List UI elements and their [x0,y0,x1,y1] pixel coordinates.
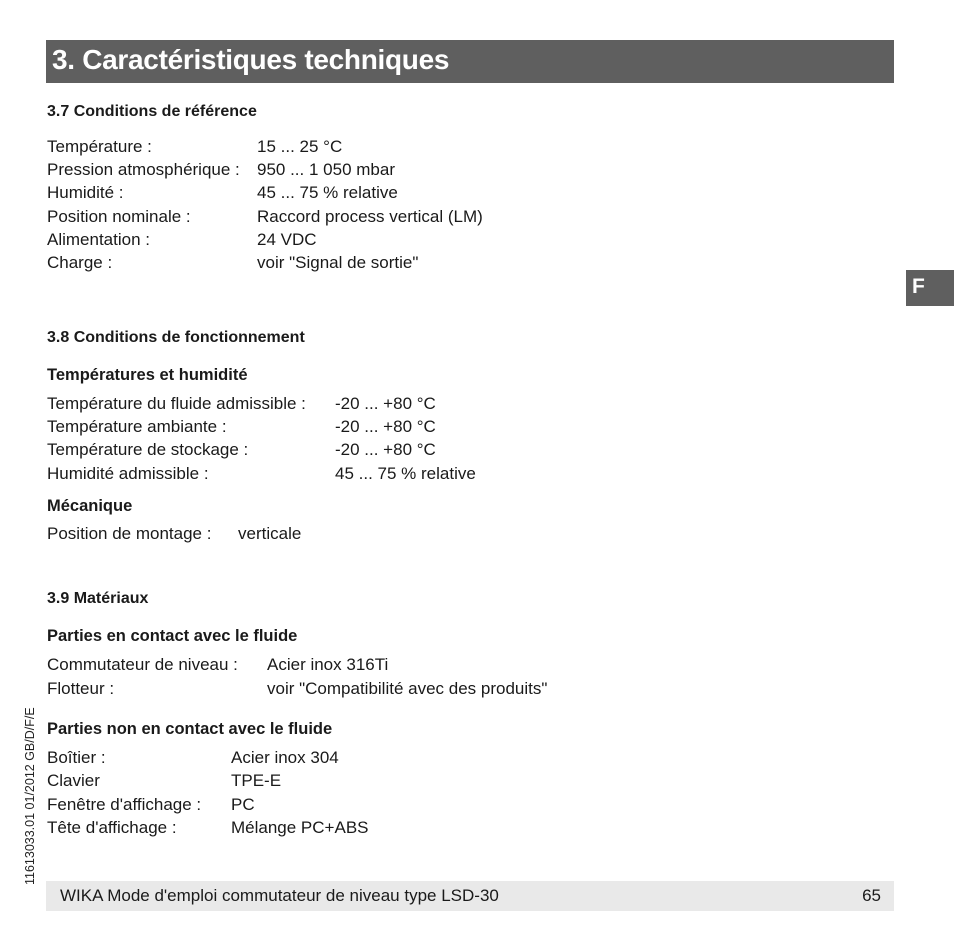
row-label: Humidité admissible : [47,464,209,483]
row-label: Clavier [47,771,100,790]
document-code: 11613033.01 01/2012 GB/D/F/E [23,707,37,885]
row-value: PC [231,795,255,814]
section-heading-3-9: 3.9 Matériaux [47,590,149,607]
page-title: 3. Caractéristiques techniques [52,44,450,75]
row-label: Position nominale : [47,207,191,226]
row-label: Pression atmosphérique : [47,160,240,179]
row-value: 24 VDC [257,230,317,249]
footer-text: WIKA Mode d'emploi commutateur de niveau type LSD-30 [60,886,499,905]
page-number: 65 [862,886,881,905]
row-value: Mélange PC+ABS [231,818,369,837]
row-value: voir "Compatibilité avec des produits" [267,679,548,698]
subheading-wetted-parts: Parties en contact avec le fluide [47,627,298,645]
section-heading-3-7: 3.7 Conditions de référence [47,103,257,120]
row-value: TPE-E [231,771,282,790]
row-value: -20 ... +80 °C [335,394,436,413]
row-label: Alimentation : [47,230,150,249]
page-footer [46,881,894,911]
row-label: Boîtier : [47,748,106,767]
row-label: Commutateur de niveau : [47,655,238,674]
row-value: 950 ... 1 050 mbar [257,160,395,179]
row-label: Charge : [47,253,113,272]
language-tab [906,270,954,306]
row-label: Tête d'affichage : [47,818,177,837]
row-value: verticale [238,524,302,543]
row-label: Température : [47,137,152,156]
page-title-bar [46,40,894,83]
row-label: Température de stockage : [47,440,249,459]
subheading-mecanique: Mécanique [47,497,133,515]
subheading-non-wetted-parts: Parties non en contact avec le fluide [47,720,333,738]
row-value: voir "Signal de sortie" [257,253,419,272]
row-value: 45 ... 75 % relative [257,183,398,202]
row-value: -20 ... +80 °C [335,417,436,436]
row-value: Acier inox 316Ti [267,655,389,674]
row-label: Température du fluide admissible : [47,394,306,413]
row-label: Température ambiante : [47,417,227,436]
row-label: Humidité : [47,183,124,202]
row-label: Fenêtre d'affichage : [47,795,202,814]
row-value: 15 ... 25 °C [257,137,343,156]
row-value: Raccord process vertical (LM) [257,207,483,226]
row-value: -20 ... +80 °C [335,440,436,459]
language-tab-label: F [912,275,925,298]
row-value: 45 ... 75 % relative [335,464,476,483]
section-heading-3-8: 3.8 Conditions de fonctionnement [47,329,305,346]
row-label: Position de montage : [47,524,212,543]
row-value: Acier inox 304 [231,748,339,767]
subheading-temperatures: Températures et humidité [47,366,248,384]
row-label: Flotteur : [47,679,115,698]
